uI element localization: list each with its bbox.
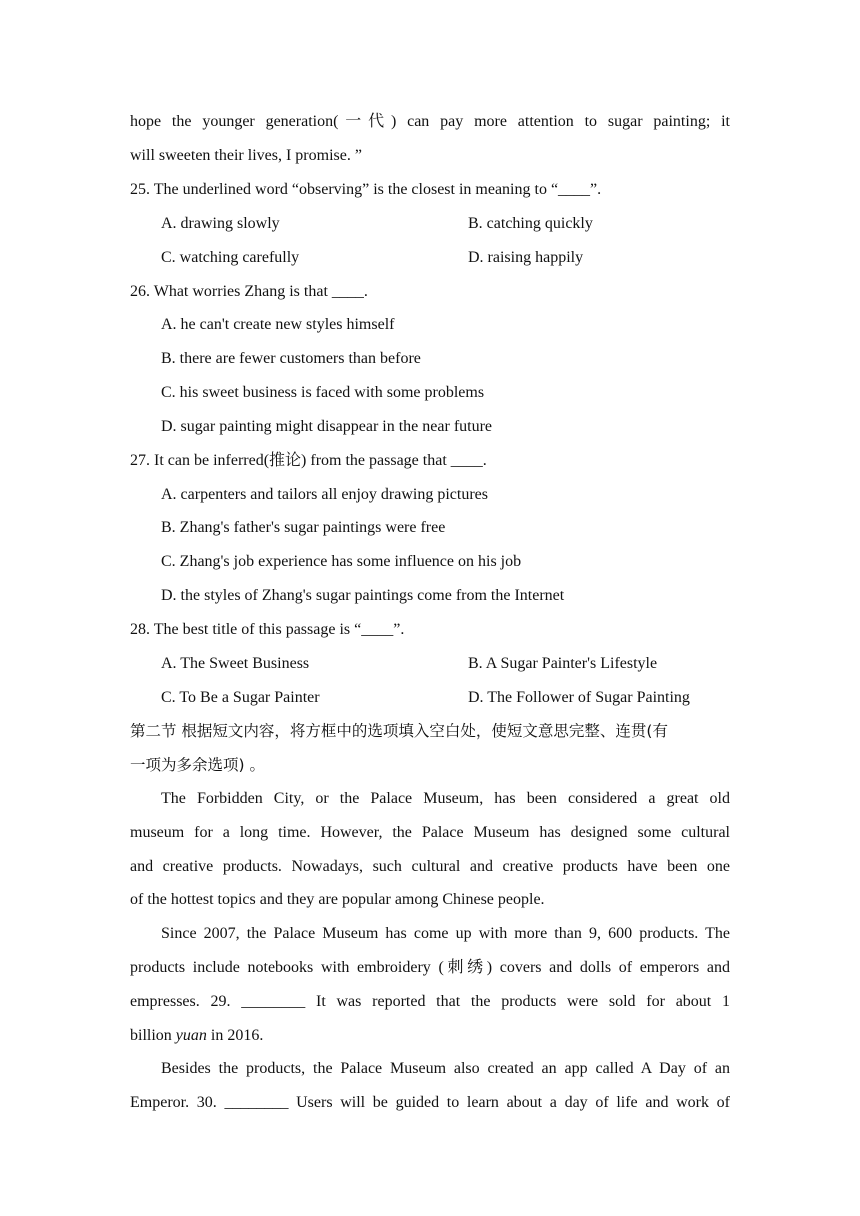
question-27-stem: 27. It can be inferred(推论) from the passage that ____. bbox=[130, 452, 487, 469]
question-27-option-c: C. Zhang's job experience has some influence on his job bbox=[161, 553, 522, 570]
question-28-stem: 28. The best title of this passage is “____”. bbox=[130, 621, 405, 638]
section-heading-line-1: 第二节 根据短文内容，将方框中的选项填入空白处，使短文意思完整、连贯(有 bbox=[130, 722, 668, 740]
question-25-option-c: C. watching carefully bbox=[161, 249, 300, 266]
section-heading-line-2: 一项为多余选项) 。 bbox=[130, 756, 265, 774]
passage-p2-line-3: empresses. 29. ________ It was reported that the products were sold for about 1 bbox=[130, 993, 730, 1010]
intro-line-2: will sweeten their lives, I promise. ” bbox=[130, 147, 362, 164]
passage-p3-line-1: Besides the products, the Palace Museum also created an app called A Day of an bbox=[161, 1060, 730, 1077]
passage-p2-line-4-pre: billion bbox=[130, 1027, 176, 1044]
yuan-italic: yuan bbox=[175, 1027, 207, 1044]
question-26-option-d: D. sugar painting might disappear in the near future bbox=[161, 418, 493, 435]
question-28-option-d: D. The Follower of Sugar Painting bbox=[468, 689, 690, 706]
question-28-option-c: C. To Be a Sugar Painter bbox=[161, 689, 320, 706]
passage-p1-line-1: The Forbidden City, or the Palace Museum, has been considered a great old bbox=[161, 790, 730, 807]
question-26-option-c: C. his sweet business is faced with some problems bbox=[161, 384, 485, 401]
question-27-option-b: B. Zhang's father's sugar paintings were free bbox=[161, 519, 446, 536]
question-25-option-d: D. raising happily bbox=[468, 249, 584, 266]
question-28-option-b: B. A Sugar Painter's Lifestyle bbox=[468, 655, 658, 672]
passage-p1-line-3: and creative products. Nowadays, such cultural and creative products have been one bbox=[130, 858, 730, 875]
question-25-option-a: A. drawing slowly bbox=[161, 215, 280, 232]
passage-p1-line-4: of the hottest topics and they are popular among Chinese people. bbox=[130, 891, 545, 908]
passage-p1-line-2: museum for a long time. However, the Palace Museum has designed some cultural bbox=[130, 824, 730, 841]
passage-p2-line-1: Since 2007, the Palace Museum has come up with more than 9, 600 products. The bbox=[161, 925, 730, 942]
passage-p2-line-2: products include notebooks with embroidery (刺绣) covers and dolls of emperors and bbox=[130, 959, 730, 976]
question-26-stem: 26. What worries Zhang is that ____. bbox=[130, 283, 368, 300]
question-25-option-b: B. catching quickly bbox=[468, 215, 593, 232]
question-26-option-b: B. there are fewer customers than before bbox=[161, 350, 421, 367]
question-27-option-d: D. the styles of Zhang's sugar paintings come from the Internet bbox=[161, 587, 565, 604]
passage-p2-line-4 bbox=[130, 1026, 730, 1046]
passage-p3-line-2: Emperor. 30. ________ Users will be guided to learn about a day of life and work of bbox=[130, 1094, 730, 1111]
intro-line-1: hope the younger generation(一代) can pay more attention to sugar painting; it bbox=[130, 113, 730, 130]
question-28-option-a: A. The Sweet Business bbox=[161, 655, 310, 672]
passage-p2-line-4-post: in 2016. bbox=[206, 1027, 264, 1044]
question-25-stem: 25. The underlined word “observing” is the closest in meaning to “____”. bbox=[130, 181, 602, 198]
question-27-option-a: A. carpenters and tailors all enjoy drawing pictures bbox=[161, 486, 488, 503]
question-26-option-a: A. he can't create new styles himself bbox=[161, 316, 395, 333]
